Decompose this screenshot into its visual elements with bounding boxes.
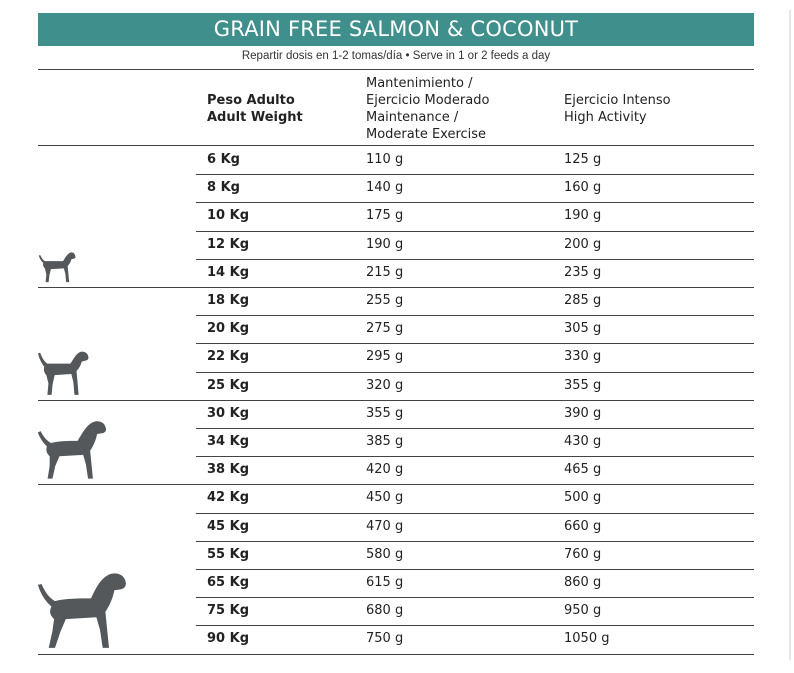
intense-cell: 860 g <box>564 575 602 590</box>
table-row <box>0 428 794 456</box>
maintenance-cell: 615 g <box>366 575 404 590</box>
weight-cell: 14 Kg <box>207 264 249 280</box>
header-maintenance <box>366 75 489 143</box>
header-maintenance-en-1: Maintenance / <box>366 110 459 125</box>
giant-dog-icon <box>37 572 127 650</box>
intense-cell: 465 g <box>564 462 602 478</box>
intense-cell: 390 g <box>564 405 602 421</box>
weight-cell: 25 Kg <box>207 377 249 393</box>
table-row <box>0 315 794 343</box>
maintenance-cell: 320 g <box>366 377 404 393</box>
header-maintenance-es-1: Mantenimiento / <box>366 76 473 91</box>
intense-cell: 305 g <box>564 321 602 337</box>
maintenance-cell: 215 g <box>366 264 404 280</box>
small-dog-icon <box>38 250 76 283</box>
maintenance-cell: 420 g <box>366 462 404 478</box>
header-intense-es: Ejercicio Intenso <box>564 93 671 108</box>
header-weight-en: Adult Weight <box>207 110 303 125</box>
maintenance-cell: 275 g <box>366 321 404 337</box>
weight-cell: 30 Kg <box>207 405 249 421</box>
table-row <box>0 287 794 315</box>
intense-cell: 160 g <box>564 180 602 196</box>
maintenance-cell: 140 g <box>366 180 404 196</box>
intense-cell: 950 g <box>564 603 602 619</box>
table-row <box>0 202 794 230</box>
weight-cell: 65 Kg <box>207 575 249 590</box>
weight-cell: 18 Kg <box>207 293 249 308</box>
maintenance-cell: 750 g <box>366 631 404 647</box>
maintenance-cell: 255 g <box>366 293 404 308</box>
intense-cell: 430 g <box>564 434 602 449</box>
intense-cell: 760 g <box>564 546 602 562</box>
table-row <box>0 146 794 174</box>
table-row <box>0 259 794 287</box>
weight-cell: 75 Kg <box>207 603 249 619</box>
table-row <box>0 484 794 512</box>
weight-cell: 12 Kg <box>207 236 249 252</box>
table-row <box>0 541 794 569</box>
intense-cell: 355 g <box>564 377 602 393</box>
table-row <box>0 400 794 428</box>
table-row <box>0 343 794 371</box>
feeding-subtitle: Repartir dosis en 1-2 tomas/día • Serve in 1 or 2 feeds a day <box>241 50 551 62</box>
maintenance-cell: 385 g <box>366 434 404 449</box>
large-dog-icon <box>37 420 107 480</box>
group-divider <box>38 654 754 655</box>
intense-cell: 125 g <box>564 152 602 167</box>
header-weight-es: Peso Adulto <box>207 93 295 108</box>
intense-cell: 285 g <box>564 293 602 308</box>
weight-cell: 90 Kg <box>207 631 249 647</box>
maintenance-cell: 110 g <box>366 152 404 167</box>
maintenance-cell: 470 g <box>366 518 404 534</box>
intense-cell: 330 g <box>564 349 602 365</box>
weight-cell: 8 Kg <box>207 180 240 196</box>
table-row <box>0 231 794 259</box>
medium-dog-icon <box>37 349 89 396</box>
intense-cell: 1050 g <box>564 631 610 647</box>
intense-cell: 200 g <box>564 236 602 252</box>
header-top-rule <box>38 69 754 70</box>
weight-cell: 22 Kg <box>207 349 249 365</box>
table-row <box>0 174 794 202</box>
weight-cell: 55 Kg <box>207 546 249 562</box>
weight-cell: 10 Kg <box>207 208 249 224</box>
table-row <box>0 456 794 484</box>
maintenance-cell: 190 g <box>366 236 404 252</box>
maintenance-cell: 450 g <box>366 490 404 506</box>
weight-cell: 34 Kg <box>207 434 249 449</box>
weight-cell: 42 Kg <box>207 490 249 506</box>
header-intense <box>564 92 671 126</box>
header-intense-en: High Activity <box>564 110 647 125</box>
maintenance-cell: 680 g <box>366 603 404 619</box>
intense-cell: 500 g <box>564 490 602 506</box>
maintenance-cell: 580 g <box>366 546 404 562</box>
product-title: GRAIN FREE SALMON & COCONUT <box>38 13 754 46</box>
weight-cell: 38 Kg <box>207 462 249 478</box>
intense-cell: 660 g <box>564 518 602 534</box>
header-maintenance-es-2: Ejercicio Moderado <box>366 93 490 108</box>
header-maintenance-en-2: Moderate Exercise <box>366 127 487 142</box>
intense-cell: 190 g <box>564 208 602 224</box>
intense-cell: 235 g <box>564 264 602 280</box>
table-row <box>0 513 794 541</box>
maintenance-cell: 355 g <box>366 405 404 421</box>
maintenance-cell: 175 g <box>366 208 404 224</box>
maintenance-cell: 295 g <box>366 349 404 365</box>
weight-cell: 6 Kg <box>207 152 240 167</box>
header-weight <box>207 92 303 126</box>
weight-cell: 20 Kg <box>207 321 249 337</box>
weight-cell: 45 Kg <box>207 518 249 534</box>
table-row <box>0 372 794 400</box>
